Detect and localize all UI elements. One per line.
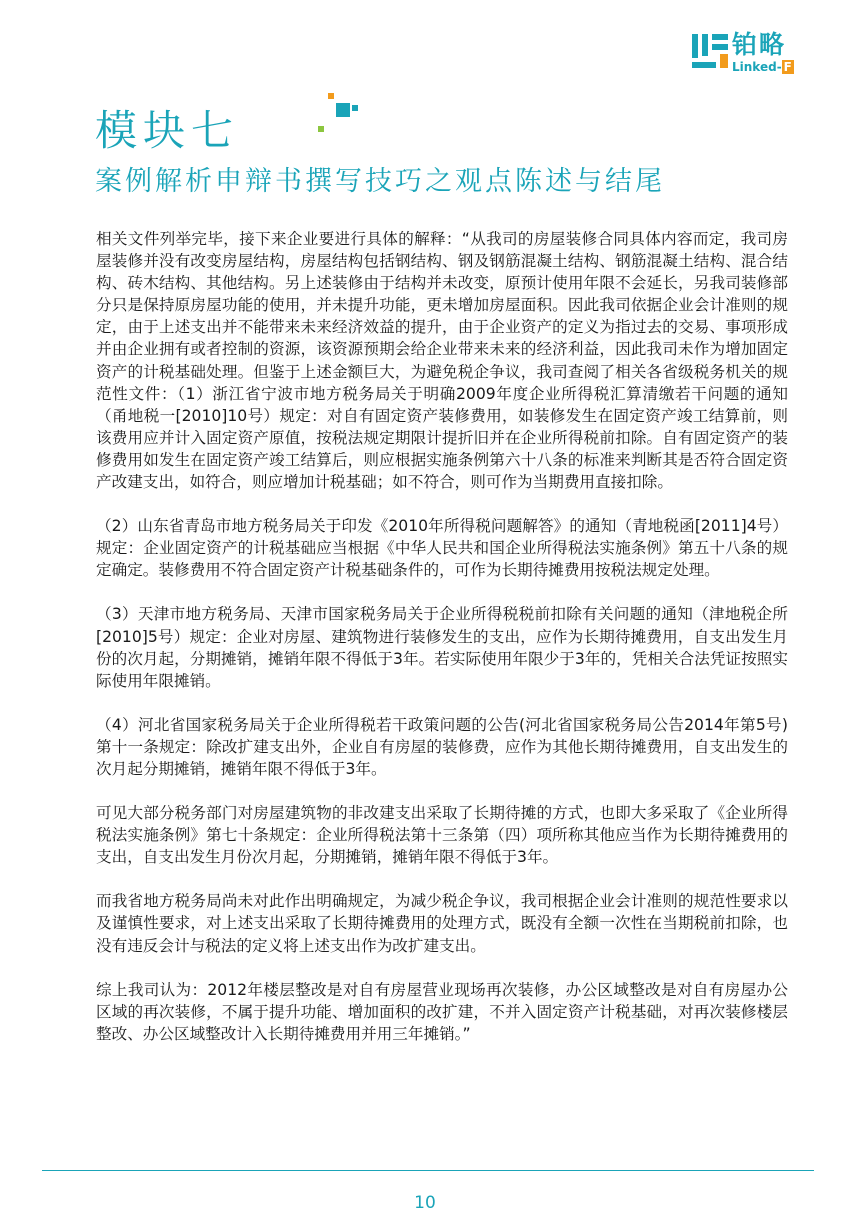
document-body <box>96 228 788 1045</box>
paragraph: （2）山东省青岛市地方税务局关于印发《2010年所得税问题解答》的通知（青地税函[2011]4号）规定：企业固定资产的计税基础应当根据《中华人民共和国企业所得税法实施条例》第五十八条的规定确定。装修费用不符合固定资产计税基础条件的，可作为长期待摊费用按税法规定处理。 <box>96 517 788 580</box>
page-number: 10 <box>414 1193 436 1213</box>
logo-subtitle: Linked- F <box>732 60 792 74</box>
paragraph: 而我省地方税务局尚未对此作出明确规定，为减少税企争议，我司根据企业会计准则的规范性要求以及谨慎性要求，对上述支出采取了长期待摊费用的处理方式，既没有全额一次性在当期税前扣除，也没有违反会计与税法的定义将上述支出作为改扩建支出。 <box>96 892 788 955</box>
paragraph: （4）河北省国家税务局关于企业所得税若干政策问题的公告(河北省国家税务局公告2014年第5号)第十一条规定：除改扩建支出外，企业自有房屋的装修费，应作为其他长期待摊费用，自支出发生的次月起分期摊销，摊销年限不得低于3年。 <box>96 715 788 778</box>
module-subtitle: 案例解析申辩书撰写技巧之观点陈述与结尾 <box>95 166 665 197</box>
paragraph: 综上我司认为：2012年楼层整改是对自有房屋营业现场再次装修，办公区域整改是对自有房屋办公区域的再次装修，不属于提升功能、增加面积的改扩建，不并入固定资产计税基础，对再次装修楼层整改、办公区域整改计入长期待摊费用并用三年摊销。” <box>96 980 788 1043</box>
paragraph: 相关文件列举完毕，接下来企业要进行具体的解释：“从我司的房屋装修合同具体内容而定，我司房屋装修并没有改变房屋结构，房屋结构包括钢结构、钢及钢筋混凝土结构、钢筋混凝土结构、混合结构、砖木结构、其他结构。另上述装修由于结构并未改变，原预计使用年限不会延长，另我司装修部分只是保持原房屋功能的使用，并未提升功能，更未增加房屋面积。因此我司依据企业会计准则的规定，由于上述支出并不能带来未来经济效益的提升，由于企业资产的定义为指过去的交易、事项形成并由企业拥有或者控制的资源，该资源预期会给企业带来未来的经济利益，因此我司未作为增加固定资产的计税基础处理。但鉴于上述金额巨大，为避免税企争议，我司查阅了相关各省级税务机关的规范性文件：（1）浙江省宁波市地方税务局关于明确2009年度企业所得税汇算清缴若干问题的通知（甬地税一[2010]10号）规定：对自有固定资产装修费用，如装修发生在固定资产竣工结算前，则该费用应并计入固定资产原值，按税法规定期限计提折旧并在企业所得税前扣除。自有固定资产的装修费用如发生在固定资产竣工结算后，则应根据实施条例第六十八条的标准来判断其是否符合固定资产改建支出，如符合，则应增加计税基础；如不符合，则可作为当期费用直接扣除。 <box>96 230 788 492</box>
footer-divider <box>42 1170 814 1171</box>
logo-mark-icon <box>692 34 728 70</box>
brand-logo <box>692 30 822 76</box>
module-title: 模块七 <box>95 106 240 155</box>
paragraph: （3）天津市地方税务局、天津市国家税务局关于企业所得税税前扣除有关问题的通知（津地税企所[2010]5号）规定：企业对房屋、建筑物进行装修发生的支出，应作为长期待摊费用，自支出发生月份的次月起，分期摊销，摊销年限不得低于3年。若实际使用年限少于3年的，凭相关合法凭证按照实际使用年限摊销。 <box>96 605 788 690</box>
logo-name: 铂略 <box>732 30 787 59</box>
decorative-squares <box>318 93 366 141</box>
paragraph: 可见大部分税务部门对房屋建筑物的非改建支出采取了长期待摊的方式，也即大多采取了《企业所得税法实施条例》第七十条规定：企业所得税法第十三条第（四）项所称其他应当作为长期待摊费用的支出，自支出发生月份次月起，分期摊销，摊销年限不得低于3年。 <box>96 804 788 867</box>
